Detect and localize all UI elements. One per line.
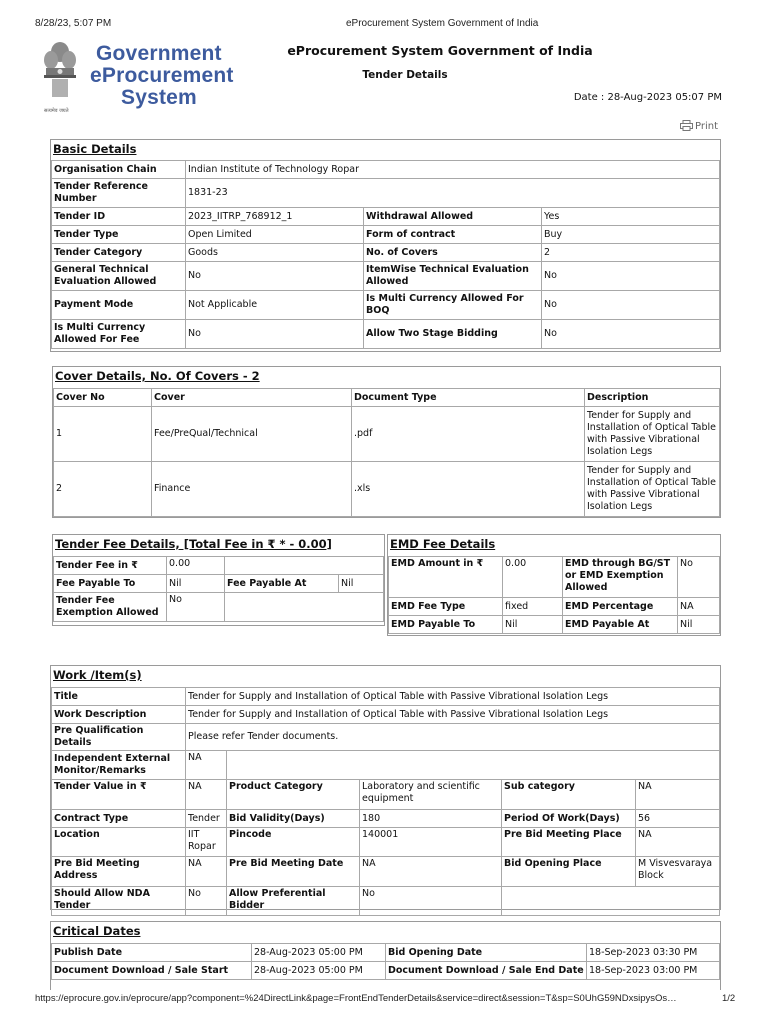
description-cell: Tender for Supply and Installation of Optical Table with Passive Vibrational Isolation Legs (585, 462, 720, 517)
tender-id-value: 2023_IITRP_768912_1 (186, 208, 364, 226)
table-row (52, 226, 720, 244)
column-header: Cover No (54, 389, 152, 407)
tender-category-value: Goods (186, 244, 364, 262)
pre-bid-date-label: Pre Bid Meeting Date (227, 857, 360, 887)
emd-fee-type-label: EMD Fee Type (389, 598, 503, 616)
emd-payable-at-value: Nil (678, 616, 720, 634)
itemwise-tech-eval-label: ItemWise Technical Evaluation Allowed (364, 262, 542, 291)
doc-download-end-label: Document Download / Sale End Date (386, 962, 587, 980)
print-button[interactable] (680, 120, 718, 132)
payment-mode-label: Payment Mode (52, 291, 186, 320)
product-category-label: Product Category (227, 780, 360, 810)
tender-reference-label: Tender Reference Number (52, 179, 186, 208)
contract-type-label: Contract Type (52, 810, 186, 828)
logo-line-3: System (121, 86, 197, 109)
fee-exemption-label: Tender Fee Exemption Allowed (54, 593, 167, 622)
emblem-caption: सत्यमेव जयते (44, 108, 69, 114)
critical-dates-table (51, 943, 720, 980)
cover-no-cell: 2 (54, 462, 152, 517)
nda-tender-label: Should Allow NDA Tender (52, 887, 186, 916)
pre-bid-date-value: NA (360, 857, 502, 887)
bid-validity-value: 180 (360, 810, 502, 828)
sub-category-value: NA (636, 780, 720, 810)
print-doc-title: eProcurement System Government of India (346, 18, 539, 29)
preferential-bidder-label: Allow Preferential Bidder (227, 887, 360, 916)
table-row (52, 706, 720, 724)
cover-details-heading: Cover Details, No. Of Covers - 2 (55, 369, 260, 383)
doc-download-start-value: 28-Aug-2023 05:00 PM (252, 962, 386, 980)
document-type-cell: .pdf (352, 407, 585, 462)
period-of-work-value: 56 (636, 810, 720, 828)
column-header: Cover (152, 389, 352, 407)
table-row (52, 208, 720, 226)
no-of-covers-label: No. of Covers (364, 244, 542, 262)
cover-cell: Finance (152, 462, 352, 517)
contract-type-value: Tender (186, 810, 227, 828)
work-title-value: Tender for Supply and Installation of Optical Table with Passive Vibrational Isolation Legs (186, 688, 720, 706)
table-row (52, 751, 720, 780)
emd-amount-label: EMD Amount in ₹ (389, 557, 503, 598)
fee-payable-at-value: Nil (339, 575, 384, 593)
emd-payable-at-label: EMD Payable At (563, 616, 678, 634)
tender-reference-value: 1831-23 (186, 179, 720, 208)
organisation-chain-value: Indian Institute of Technology Ropar (186, 161, 720, 179)
bid-validity-label: Bid Validity(Days) (227, 810, 360, 828)
work-items-heading: Work /Item(s) (53, 668, 142, 682)
period-of-work-label: Period Of Work(Days) (502, 810, 636, 828)
location-value: IIT Ropar (186, 828, 227, 857)
tender-type-value: Open Limited (186, 226, 364, 244)
doc-download-start-label: Document Download / Sale Start (52, 962, 252, 980)
table-row (389, 557, 720, 598)
tender-type-label: Tender Type (52, 226, 186, 244)
tender-value-label: Tender Value in ₹ (52, 780, 186, 810)
emd-bg-exemption-label: EMD through BG/ST or EMD Exemption Allowed (563, 557, 678, 598)
national-emblem-icon (40, 38, 80, 104)
logo-line-1: Government (96, 42, 222, 65)
table-row (52, 780, 720, 810)
table-row (52, 688, 720, 706)
emd-fee-heading: EMD Fee Details (390, 537, 496, 551)
work-description-value: Tender for Supply and Installation of Optical Table with Passive Vibrational Isolation Legs (186, 706, 720, 724)
payment-mode-value: Not Applicable (186, 291, 364, 320)
two-stage-bidding-label: Allow Two Stage Bidding (364, 320, 542, 349)
multi-currency-boq-value: No (542, 291, 720, 320)
general-tech-eval-label: General Technical Evaluation Allowed (52, 262, 186, 291)
pincode-value: 140001 (360, 828, 502, 857)
site-title: eProcurement System Government of India (287, 43, 593, 58)
document-type-cell: .xls (352, 462, 585, 517)
location-label: Location (52, 828, 186, 857)
pre-bid-address-label: Pre Bid Meeting Address (52, 857, 186, 887)
tender-id-label: Tender ID (52, 208, 186, 226)
cover-details-table (53, 388, 720, 517)
table-header-row (54, 389, 720, 407)
fee-exemption-value: No (167, 593, 225, 622)
general-tech-eval-value: No (186, 262, 364, 291)
table-row (54, 557, 384, 575)
withdrawal-allowed-value: Yes (542, 208, 720, 226)
gepp-logo[interactable] (40, 38, 234, 120)
table-row (52, 857, 720, 887)
bid-opening-place-value: M Visvesvaraya Block (636, 857, 720, 887)
organisation-chain-label: Organisation Chain (52, 161, 186, 179)
table-row (52, 244, 720, 262)
form-of-contract-value: Buy (542, 226, 720, 244)
publish-date-value: 28-Aug-2023 05:00 PM (252, 944, 386, 962)
column-header: Description (585, 389, 720, 407)
tender-value-value: NA (186, 780, 227, 810)
cover-cell: Fee/PreQual/Technical (152, 407, 352, 462)
pre-bid-address-value: NA (186, 857, 227, 887)
form-of-contract-label: Form of contract (364, 226, 542, 244)
emd-payable-to-value: Nil (503, 616, 563, 634)
table-row (52, 320, 720, 349)
tender-fee-table (53, 556, 384, 622)
multi-currency-fee-label: Is Multi Currency Allowed For Fee (52, 320, 186, 349)
publish-date-label: Publish Date (52, 944, 252, 962)
bid-opening-date-value: 18-Sep-2023 03:30 PM (587, 944, 720, 962)
sub-category-label: Sub category (502, 780, 636, 810)
date-stamp: Date : 28-Aug-2023 05:07 PM (573, 92, 722, 103)
table-row (52, 944, 720, 962)
table-row (52, 810, 720, 828)
print-datetime: 8/28/23, 5:07 PM (35, 18, 112, 29)
multi-currency-fee-value: No (186, 320, 364, 349)
tender-category-label: Tender Category (52, 244, 186, 262)
table-row (52, 887, 720, 916)
emd-fee-type-value: fixed (503, 598, 563, 616)
table-row (52, 179, 720, 208)
table-row (389, 598, 720, 616)
emd-percentage-value: NA (678, 598, 720, 616)
emd-fee-table (388, 556, 720, 634)
table-row (52, 828, 720, 857)
pre-bid-place-label: Pre Bid Meeting Place (502, 828, 636, 857)
emd-percentage-label: EMD Percentage (563, 598, 678, 616)
print-page-number: 1/2 (722, 993, 736, 1004)
table-row (54, 462, 720, 517)
work-title-label: Title (52, 688, 186, 706)
tender-fee-heading: Tender Fee Details, [Total Fee in ₹ * - 0.00] (55, 537, 332, 551)
doc-download-end-value: 18-Sep-2023 03:00 PM (587, 962, 720, 980)
emd-payable-to-label: EMD Payable To (389, 616, 503, 634)
basic-details-table (51, 160, 720, 349)
print-label: Print (694, 121, 718, 132)
work-items-table (51, 687, 720, 916)
bid-opening-date-label: Bid Opening Date (386, 944, 587, 962)
table-row (52, 724, 720, 751)
bid-opening-place-label: Bid Opening Place (502, 857, 636, 887)
multi-currency-boq-label: Is Multi Currency Allowed For BOQ (364, 291, 542, 320)
table-row (54, 407, 720, 462)
pincode-label: Pincode (227, 828, 360, 857)
fee-payable-to-value: Nil (167, 575, 225, 593)
table-row (54, 575, 384, 593)
pre-qualification-value: Please refer Tender documents. (186, 724, 720, 751)
table-row (54, 593, 384, 622)
critical-dates-heading: Critical Dates (53, 924, 141, 938)
itemwise-tech-eval-value: No (542, 262, 720, 291)
two-stage-bidding-value: No (542, 320, 720, 349)
pre-bid-place-value: NA (636, 828, 720, 857)
product-category-value: Laboratory and scientific equipment (360, 780, 502, 810)
table-row (389, 616, 720, 634)
basic-details-heading: Basic Details (53, 142, 137, 156)
independent-monitor-value: NA (186, 751, 227, 780)
fee-payable-to-label: Fee Payable To (54, 575, 167, 593)
tender-fee-value: 0.00 (167, 557, 225, 575)
no-of-covers-value: 2 (542, 244, 720, 262)
work-description-label: Work Description (52, 706, 186, 724)
printer-icon (680, 120, 693, 131)
pre-qualification-label: Pre Qualification Details (52, 724, 186, 751)
table-row (52, 262, 720, 291)
fee-payable-at-label: Fee Payable At (225, 575, 339, 593)
preferential-bidder-value: No (360, 887, 502, 916)
independent-monitor-label: Independent External Monitor/Remarks (52, 751, 186, 780)
table-row (52, 291, 720, 320)
column-header: Document Type (352, 389, 585, 407)
withdrawal-allowed-label: Withdrawal Allowed (364, 208, 542, 226)
tender-fee-label: Tender Fee in ₹ (54, 557, 167, 575)
emd-amount-value: 0.00 (503, 557, 563, 598)
cover-no-cell: 1 (54, 407, 152, 462)
logo-line-2: eProcurement (90, 64, 234, 87)
table-row (52, 161, 720, 179)
description-cell: Tender for Supply and Installation of Optical Table with Passive Vibrational Isolation Legs (585, 407, 720, 462)
emd-bg-exemption-value: No (678, 557, 720, 598)
page-subtitle: Tender Details (362, 69, 448, 81)
table-row (52, 962, 720, 980)
print-footer-url: https://eprocure.gov.in/eprocure/app?component=%24DirectLink&page=FrontEndTenderDetails&service=direct&session=T&sp=S0UhG59NDxsipysOs… (35, 993, 677, 1004)
nda-tender-value: No (186, 887, 227, 916)
